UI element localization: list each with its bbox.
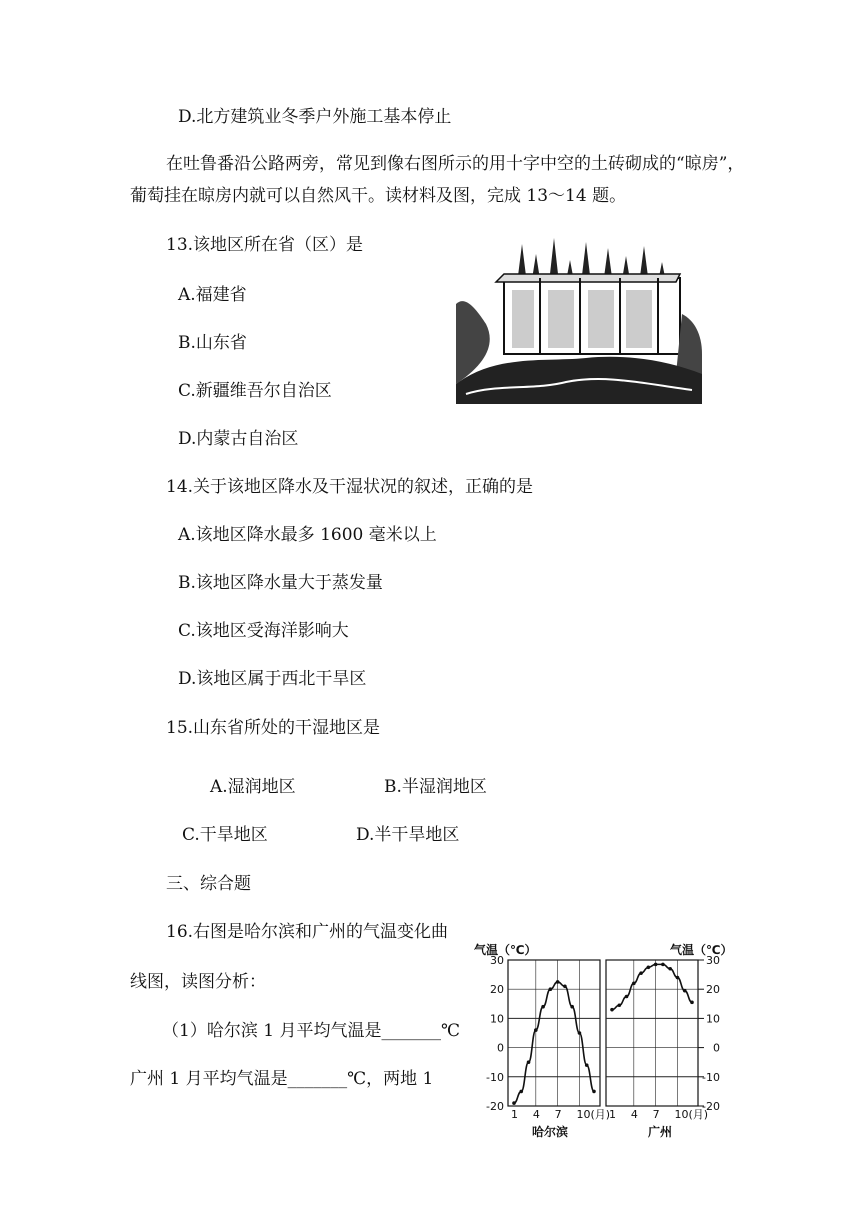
x-tick-label: 4 [532, 1108, 540, 1121]
question-15-stem: 15.山东省所处的干湿地区是 [166, 718, 381, 738]
question-16-line-3: （1）哈尔滨 1 月平均气温是_______℃ [162, 1021, 460, 1041]
temperature-chart [468, 938, 740, 1144]
temperature-point [556, 980, 560, 984]
panel-label-harbin: 哈尔滨 [532, 1125, 569, 1139]
question-15-option-d: D.半干旱地区 [356, 825, 460, 845]
temperature-point [534, 1028, 538, 1032]
x-tick-label: 1 [609, 1108, 616, 1121]
question-13-option-a: A.福建省 [178, 285, 247, 305]
y-tick-label-left: 30 [490, 954, 504, 967]
y-tick-label-right: 0 [713, 1041, 720, 1055]
question-13-option-b: B.山东省 [178, 333, 247, 353]
option-d-previous-question: D.北方建筑业冬季户外施工基本停止 [178, 107, 452, 127]
temperature-point [512, 1101, 516, 1105]
temperature-point [578, 1031, 582, 1035]
y-tick-label-right: -20 [702, 1100, 720, 1113]
y-tick-label-left: -20 [486, 1100, 504, 1113]
y-tick-label-right: 20 [706, 983, 720, 997]
temperature-point [549, 987, 553, 991]
question-14-option-d: D.该地区属于西北干旱区 [178, 669, 367, 689]
question-15-option-b: B.半湿润地区 [384, 777, 487, 797]
temperature-point [690, 1001, 694, 1005]
temperature-point [541, 1005, 545, 1009]
question-16-line-2: 线图，读图分析： [130, 972, 266, 992]
chart-panel-frame [508, 960, 600, 1106]
temperature-point [592, 1090, 596, 1094]
question-14-stem: 14.关于该地区降水及干湿状况的叙述，正确的是 [166, 477, 534, 497]
temperature-point [647, 966, 651, 970]
question-14-option-a: A.该地区降水最多 1600 毫米以上 [178, 525, 437, 545]
temperature-point [570, 1005, 574, 1009]
x-tick-label: 7 [652, 1108, 660, 1121]
question-16-line-1: 16.右图是哈尔滨和广州的气温变化曲 [166, 922, 449, 942]
x-tick-label: 1 [511, 1108, 518, 1121]
question-13-option-d: D.内蒙古自治区 [178, 429, 299, 449]
y-tick-label-right: 10 [706, 1012, 720, 1026]
x-tick-label: 7 [554, 1108, 562, 1121]
question-15-option-c: C.干旱地区 [182, 825, 268, 845]
chart-panel-frame [606, 960, 698, 1106]
temperature-point [683, 989, 687, 993]
y-tick-label-left: 0 [497, 1041, 504, 1055]
temperature-point [527, 1060, 531, 1064]
question-13-option-c: C.新疆维吾尔自治区 [178, 381, 332, 401]
temperature-point [610, 1008, 614, 1012]
temperature-point [668, 967, 672, 971]
material-intro-line-1: 在吐鲁番沿公路两旁，常见到像右图所示的用十字中空的土砖砌成的“晾房”， [166, 154, 745, 174]
temperature-point [563, 984, 567, 988]
temperature-point [661, 963, 665, 967]
x-tick-label: 10(月) [576, 1108, 611, 1121]
temperature-curve-harbin [514, 982, 594, 1103]
question-14-option-c: C.该地区受海洋影响大 [178, 621, 349, 641]
question-14-option-b: B.该地区降水量大于蒸发量 [178, 573, 383, 593]
temperature-point [617, 1003, 621, 1007]
section-3-heading: 三、综合题 [166, 874, 251, 894]
y-tick-label-right: 30 [706, 954, 720, 967]
panel-label-guangzhou: 广州 [648, 1125, 673, 1139]
temperature-curve-guangzhou [612, 964, 692, 1009]
drying-house-illustration [456, 234, 702, 404]
temperature-point [585, 1063, 589, 1067]
y-axis-label-left: 气温（℃） [474, 943, 537, 957]
temperature-point [519, 1090, 523, 1094]
temperature-point [639, 971, 643, 975]
y-tick-label-left: 10 [490, 1012, 504, 1026]
question-15-option-a: A.湿润地区 [210, 777, 296, 797]
temperature-point [676, 976, 680, 980]
y-tick-label-right: -10 [702, 1070, 720, 1084]
x-tick-label: 10(月) [674, 1108, 709, 1121]
y-tick-label-left: 20 [490, 983, 504, 997]
material-intro-line-2: 葡萄挂在晾房内就可以自然风干。读材料及图，完成 13～14 题。 [130, 186, 627, 206]
y-tick-label-left: -10 [486, 1070, 504, 1084]
temperature-point [632, 982, 636, 986]
temperature-point [625, 995, 629, 999]
x-tick-label: 4 [630, 1108, 638, 1121]
question-16-line-4: 广州 1 月平均气温是_______℃，两地 1 [130, 1069, 434, 1089]
question-13-stem: 13.该地区所在省（区）是 [166, 235, 364, 255]
y-axis-label-right: 气温（℃） [670, 943, 733, 957]
temperature-point [654, 963, 658, 967]
